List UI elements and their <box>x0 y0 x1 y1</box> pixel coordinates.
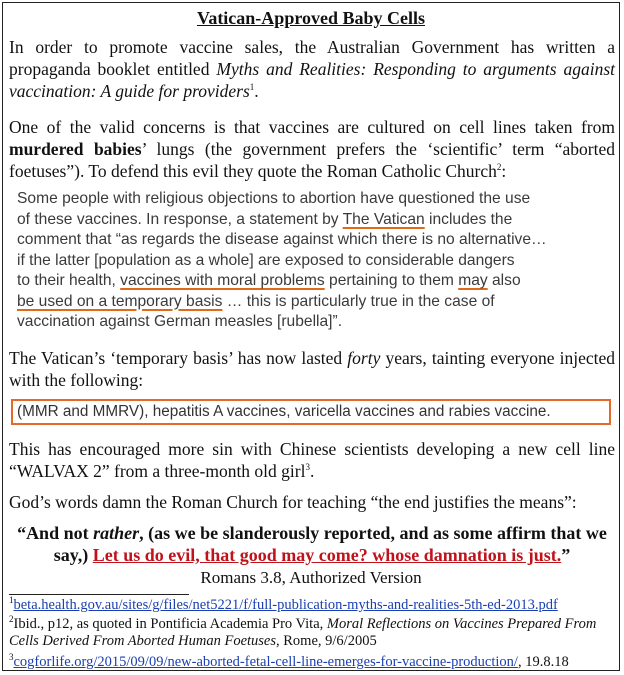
block-quote <box>17 189 617 333</box>
italic-text: forty <box>347 348 381 368</box>
paragraph-text: The Vatican’s ‘temporary basis’ has now lasted <box>9 348 348 368</box>
underlined-phrase: be used on a temporary basis <box>17 292 223 310</box>
quote-text: pertaining to them <box>324 272 459 289</box>
scripture-text: “And not <box>17 523 94 543</box>
document-page <box>2 2 620 671</box>
quote-line <box>17 312 617 333</box>
quote-line <box>17 189 617 210</box>
emphasis-text: murdered babies <box>9 139 142 159</box>
footnote-text: , 19.8.18 <box>517 654 569 670</box>
footnote-divider <box>9 594 189 595</box>
footnote-ref-3: 3 <box>305 462 310 473</box>
quote-text: if the latter [population as a whole] are exposed to considerable dangers <box>17 251 515 269</box>
quote-line <box>17 292 617 313</box>
scripture-reference: Romans 3.8, Authorized Version <box>200 568 422 587</box>
quote-line <box>17 210 617 231</box>
concerns-paragraph <box>9 116 615 182</box>
quote-line <box>17 251 617 272</box>
footnote-3 <box>9 654 615 671</box>
paragraph-text: This has encouraged more sin with Chinese scientists developing a new cell line “WALVAX 2” from a three-month old girl <box>9 439 615 481</box>
underlined-phrase: The Vatican <box>342 210 425 228</box>
quote-text: also <box>487 272 521 289</box>
intro-end: . <box>254 81 259 101</box>
temporary-basis-paragraph <box>9 347 615 391</box>
footnote-ref-2: 2 <box>496 162 502 173</box>
footnote-1 <box>9 597 615 614</box>
footnote-number: 1 <box>9 595 14 606</box>
scripture-intro: God’s words damn the Roman Church for teaching “the end justifies the means”: <box>9 492 577 512</box>
footnote-link[interactable]: beta.health.gov.au/sites/g/files/net5221/f/full-publication-myths-and-realities-5th-ed-2013.pdf <box>13 597 558 613</box>
quote-line <box>17 230 617 251</box>
walvax-paragraph <box>9 438 615 482</box>
footnote-italic: Moral Reflections on Vaccines Prepared From Cells Derived From Aborted Human Foetuses <box>9 616 597 649</box>
intro-paragraph <box>9 36 615 102</box>
paragraph-end: . <box>309 461 315 481</box>
footnote-number: 2 <box>9 614 14 625</box>
quote-line <box>17 271 617 292</box>
quote-text: comment that “as regards the disease against which there is no alternative… <box>17 231 547 248</box>
underlined-phrase: vaccines with moral problems <box>120 272 325 289</box>
footnote-text: Ibid., p12, as quoted in Pontificia Academia Pro Vita, <box>13 616 327 632</box>
concerns-end: : <box>501 161 507 181</box>
intro-text: In order to promote vaccine sales, the Australian Government has written a propaganda booklet entitled <box>9 37 615 79</box>
quote-text: to their health, <box>17 272 121 289</box>
quote-text: … this is particularly true in the case of <box>222 292 495 310</box>
footnote-text: , Rome, 9/6/2005 <box>276 633 377 649</box>
footnote-ref-1: 1 <box>249 82 255 93</box>
scripture-end: ” <box>561 545 571 565</box>
quote-text: Some people with religious objections to abortion have questioned the use <box>17 190 531 207</box>
scripture-highlight: Let us do evil, that good may come? whose damnation is just. <box>92 545 562 565</box>
quote-text: includes the <box>424 210 513 228</box>
paragraph-text: years, tainting everyone injected with the following: <box>9 348 616 390</box>
concerns-text-cont: ’ lungs (the government prefers the ‘scientific’ term “aborted foetuses”). To defend this evil they quote the Roman Catholic Church <box>9 139 615 181</box>
quote-text: of these vaccines. In response, a statement by <box>17 210 343 228</box>
booklet-title: Myths and Realities: Responding to arguments against vaccination: A guide for providers <box>9 59 615 101</box>
footnote-2 <box>9 616 615 650</box>
underlined-phrase: may <box>458 272 488 289</box>
document-title: Vatican-Approved Baby Cells <box>196 8 426 28</box>
scripture-italic: rather <box>93 523 140 543</box>
scripture-text: , (as we be slanderously reported, and as some affirm that we say,) <box>53 523 607 565</box>
footnote-link[interactable]: cogforlife.org/2015/09/09/new-aborted-fetal-cell-line-emerges-for-vaccine-production/ <box>13 654 518 670</box>
concerns-text: One of the valid concerns is that vaccines are cultured on cell lines taken from <box>9 117 615 137</box>
footnote-number: 3 <box>9 652 14 663</box>
vaccine-list-box: (MMR and MMRV), hepatitis A vaccines, varicella vaccines and rabies vaccine. <box>11 399 611 425</box>
quote-text: vaccination against German measles [rubella]”. <box>17 313 343 330</box>
scripture-quote <box>9 522 615 566</box>
